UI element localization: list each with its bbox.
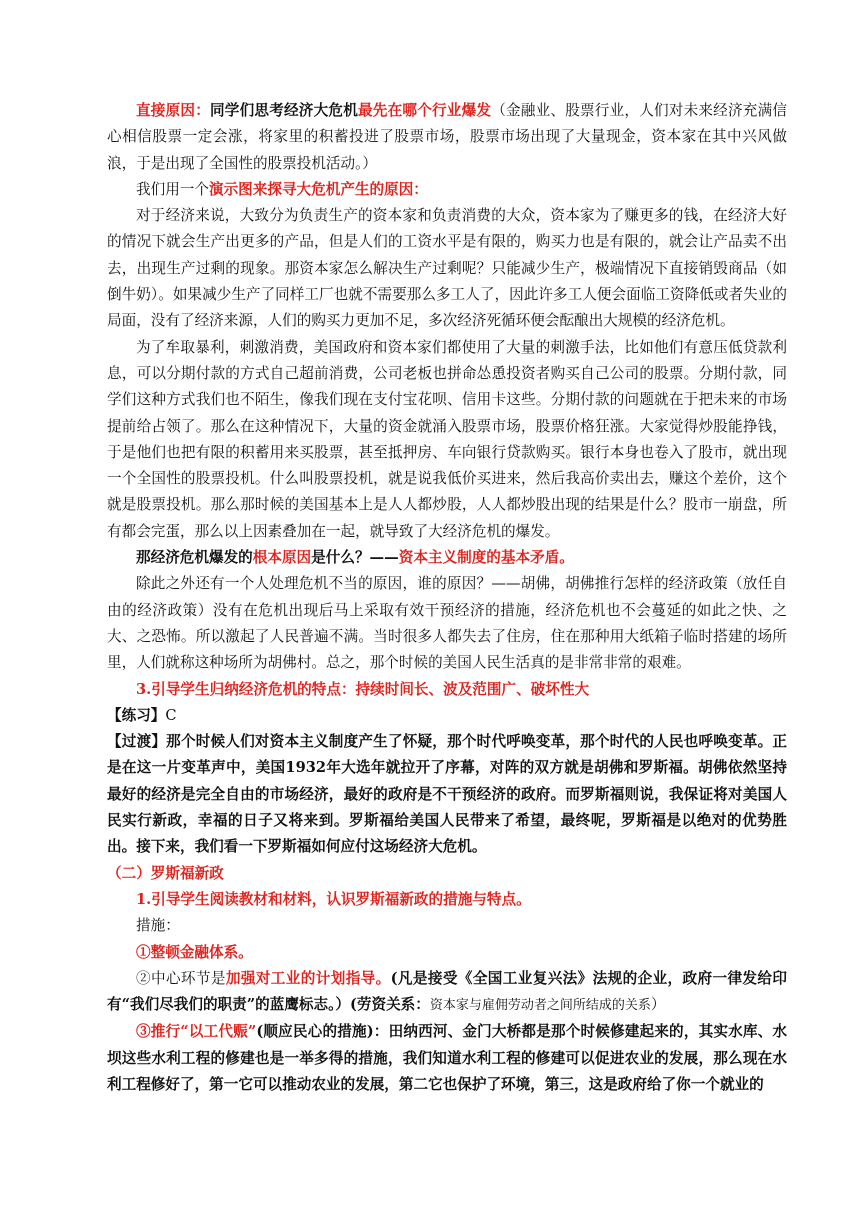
direct-cause-explanation: （金融业、股票行业，人们对未来经济充满信心相信股票一定会涨，将家里的积蓄投进了股票市场，股票市场出现了大量现金，资本家在其中兴风做浪，于是出现了全国性的股票投机活动。） [107, 102, 787, 172]
industry-close-paren: ） [650, 996, 666, 1014]
section-heading-new-deal: （二）罗斯福新政 [107, 864, 224, 882]
root-cause-question: 是什么？—— [311, 549, 399, 567]
industry-text: ②中心环节是 [136, 969, 226, 987]
transition-label: 【过渡】 [107, 733, 167, 751]
paragraph-demo-intro [107, 177, 787, 203]
root-cause-answer: 资本主义制度的基本矛盾。 [398, 549, 574, 567]
document-page [107, 98, 787, 1098]
industry-detail: (凡是接受《全国工业复兴法》法规的企业，政府一律发给印有“我们尽我们的职责”的蓝鹰标志。）(劳资关系： [107, 969, 787, 1014]
exercise-label: 【练习】 [107, 706, 166, 724]
paragraph-overproduction: 对于经济来说，大致分为负责生产的资本家和负责消费的大众，资本家为了赚更多的钱，在经济大好的情况下就会生产出更多的产品，但是人们的工资水平是有限的，购买力也是有限的，就会让产品卖不出去，出现生产过剩的现象。那资本家怎么解决生产过剩呢？只能减少生产，极端情况下直接销毁商品（如倒牛奶）。如果减少生产了同样工厂也就不需要那么多工人了，因此许多工人便会面临工资降低或者失业的局面，没有了经济来源，人们的购买力更加不足，多次经济死循环便会酝酿出大规模的经济危机。 [107, 207, 787, 330]
transition-text: 那个时候人们对资本主义制度产生了怀疑，那个时代呼唤变革，那个时代的人民也呼唤变革。正是在这一片变革声中，美国1932年大选年就拉开了序幕，对阵的双方就是胡佛和罗斯福。胡佛依然坚持最好的经济是完全自由的市场经济，最好的政府是不干预经济的政府。而罗斯福则说，我保证将对美国人民实行新政，幸福的日子又将来到。罗斯福给美国人民带来了希望，最终呢，罗斯福是以绝对的优势胜出。接下来，我们看一下罗斯福如何应付这场经济大危机。 [107, 733, 787, 856]
exercise-answer: C [165, 706, 177, 724]
paragraph-stock-speculation: 为了牟取暴利，刺激消费，美国政府和资本家们都使用了大量的刺激手法，比如他们有意压低贷款利息，可以分期付款的方式自己超前消费，公司老板也拼命怂恿投资者购买自己公司的股票。分期付款，同学们这种方式我们也不陌生，像我们现在支付宝花呗、信用卡这些。分期付款的问题就在于把未来的市场提前给占领了。那么在这种情况下，大量的资金就涌入股票市场，股票价格狂涨。大家觉得炒股能挣钱，于是他们也把有限的积蓄用来买股票，甚至抵押房、车向银行贷款购买。银行本身也卷入了股市，就出现一个全国性的股票投机。什么叫股票投机，就是说我低价买进来，然后我高价卖出去，赚这个差价，这个就是股票投机。那么那时候的美国基本上是人人都炒股，人人都炒股出现的结果是什么？股市一崩盘，所有都会完蛋，那么以上因素叠加在一起，就导致了大经济危机的爆发。 [107, 338, 787, 540]
measure-industry [107, 966, 787, 1020]
paragraph-exercise [107, 703, 787, 729]
paragraph-hoover: 除此之外还有一个人处理危机不当的原因，谁的原因？——胡佛，胡佛推行怎样的经济政策（放任自由的经济政策）没有在危机出现后马上采取有效干预经济的措施，经济危机也不会蔓延的如此之快、之大、之恐怖。所以激起了人民普遍不满。当时很多人都失去了住房，住在那种用大纸箱子临时搭建的场所里，人们就称这种场所为胡佛村。总之，那个时候的美国人民生活真的是非常非常的艰难。 [107, 575, 787, 672]
direct-cause-label: 直接原因： [136, 102, 210, 119]
root-cause-label: 根本原因 [252, 549, 312, 567]
work-relief-text: (顺应民心的措施)：田纳西河、金门大桥都是那个时候修建起来的，其实水库、水坝这些水利工程的修建也是一举多得的措施，我们知道水利工程的修建可以促进农业的发展，那么现在水利工程修好了，第一它可以推动农业的发展，第二它也保护了环境，第三，这是政府给了你一个就业的 [107, 1023, 787, 1093]
work-relief-emphasis: ③推行“以工代赈” [136, 1023, 257, 1041]
paragraph-crisis-features: 3.引导学生归纳经济危机的特点：持续时间长、波及范围广、破坏性大 [136, 680, 590, 698]
paragraph-measures-label: 措施： [136, 917, 180, 935]
direct-cause-text: 同学们思考经济大危机 [210, 102, 358, 119]
measure-finance: ①整顿金融体系。 [136, 943, 253, 961]
paragraph-guide-reading: 1.引导学生阅读教材和材料，认识罗斯福新政的措施与特点。 [136, 890, 531, 908]
paragraph-transition [107, 729, 787, 860]
paragraph-root-cause [107, 545, 787, 571]
industry-emphasis: 加强对工业的计划指导。 [225, 969, 391, 987]
demo-intro-emphasis: 演示图来探寻大危机产生的原因： [208, 180, 428, 198]
labor-relation-note: 资本家与雇佣劳动者之间所结成的关系 [429, 998, 651, 1014]
paragraph-direct-cause [107, 98, 787, 177]
demo-intro-text: 我们用一个 [136, 180, 209, 198]
direct-cause-emphasis: 最先在哪个行业爆发 [358, 102, 492, 119]
measure-work-relief [107, 1019, 787, 1098]
root-cause-text: 那经济危机爆发的 [136, 549, 253, 567]
